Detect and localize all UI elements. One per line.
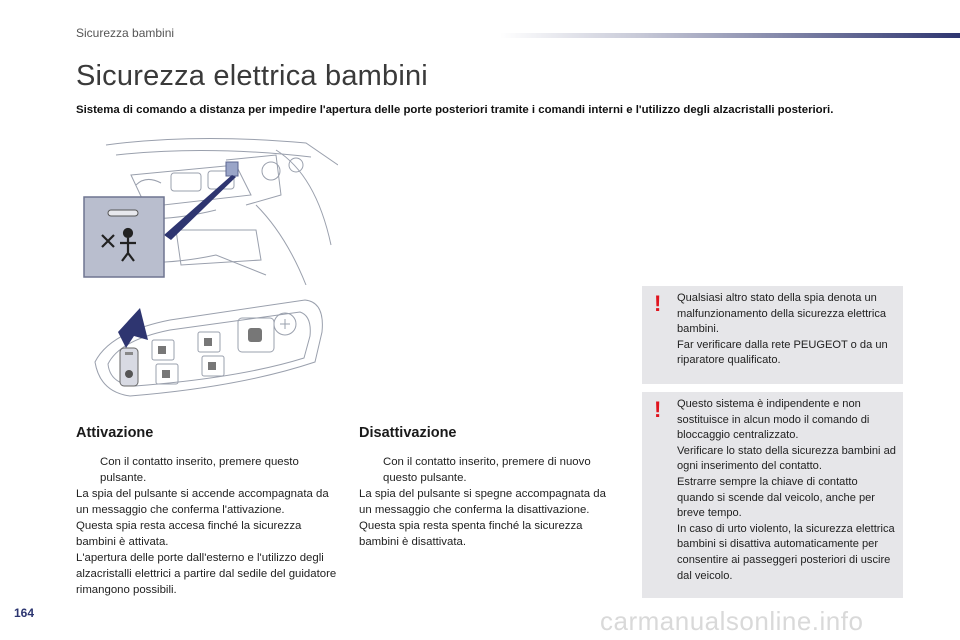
activation-section [76, 424, 338, 598]
warning-line: Questo sistema è indipendente e non sostituisce in alcun modo il comando di bloccaggio centralizzato. [677, 398, 870, 442]
warning-line: Estrarre sempre la chiave di contatto quando si scende dal veicolo, anche per breve tempo. [677, 475, 875, 520]
warning-line: Far verificare dalla rete PEUGEOT o da un riparatore qualificato. [677, 338, 888, 367]
warning-line: Qualsiasi altro stato della spia denota un malfunzionamento della sicurezza elettrica bambini. [677, 292, 887, 336]
page-title: Sicurezza elettrica bambini [76, 60, 428, 92]
deactivation-heading: Disattivazione [359, 425, 457, 441]
warning-icon: ! [654, 397, 662, 422]
activation-line: La spia del pulsante si accende accompagnata da un messaggio che conferma l'attivazione. [76, 488, 329, 516]
warning-line: In caso di urto violento, la sicurezza elettrica bambini si disattiva automaticamente per consentire ai passeggeri posteriori di uscire dal veicolo. [677, 522, 895, 582]
warning-box [642, 392, 903, 598]
activation-line: L'apertura delle porte dall'esterno e l'utilizzo degli alzacristalli elettrici a partire dal sedile del guidatore rimangono possibili. [76, 552, 337, 596]
deactivation-bullet-text: Con il contatto inserito, premere di nuovo questo pulsante. [383, 456, 591, 484]
dashboard-illustration [76, 135, 338, 285]
activation-bullet [76, 454, 338, 486]
page-subtitle: Sistema di comando a distanza per impedire l'apertura delle porte posteriori tramite i comandi interni e l'utilizzo degli alzacristalli posteriori. [76, 104, 834, 116]
header-rule [500, 33, 960, 38]
deactivation-line: La spia del pulsante si spegne accompagnata da un messaggio che conferma la disattivazione. [359, 488, 606, 516]
activation-line: Questa spia resta accesa finché la sicurezza bambini è attivata. [76, 520, 302, 548]
warning-line: Verificare lo stato della sicurezza bambini ad ogni inserimento del contatto. [677, 444, 896, 473]
watermark: carmanualsonline.info [600, 606, 864, 636]
warning-box [642, 286, 903, 384]
section-header: Sicurezza bambini [76, 26, 175, 40]
deactivation-bullet [359, 454, 614, 486]
deactivation-section [359, 424, 614, 550]
door-panel-illustration [90, 292, 330, 404]
activation-bullet-text: Con il contatto inserito, premere questo pulsante. [100, 456, 299, 484]
deactivation-line: Questa spia resta spenta finché la sicurezza bambini è disattivata. [359, 520, 583, 548]
page-number: 164 [14, 606, 35, 620]
activation-heading: Attivazione [76, 425, 154, 441]
warning-icon: ! [654, 291, 662, 316]
